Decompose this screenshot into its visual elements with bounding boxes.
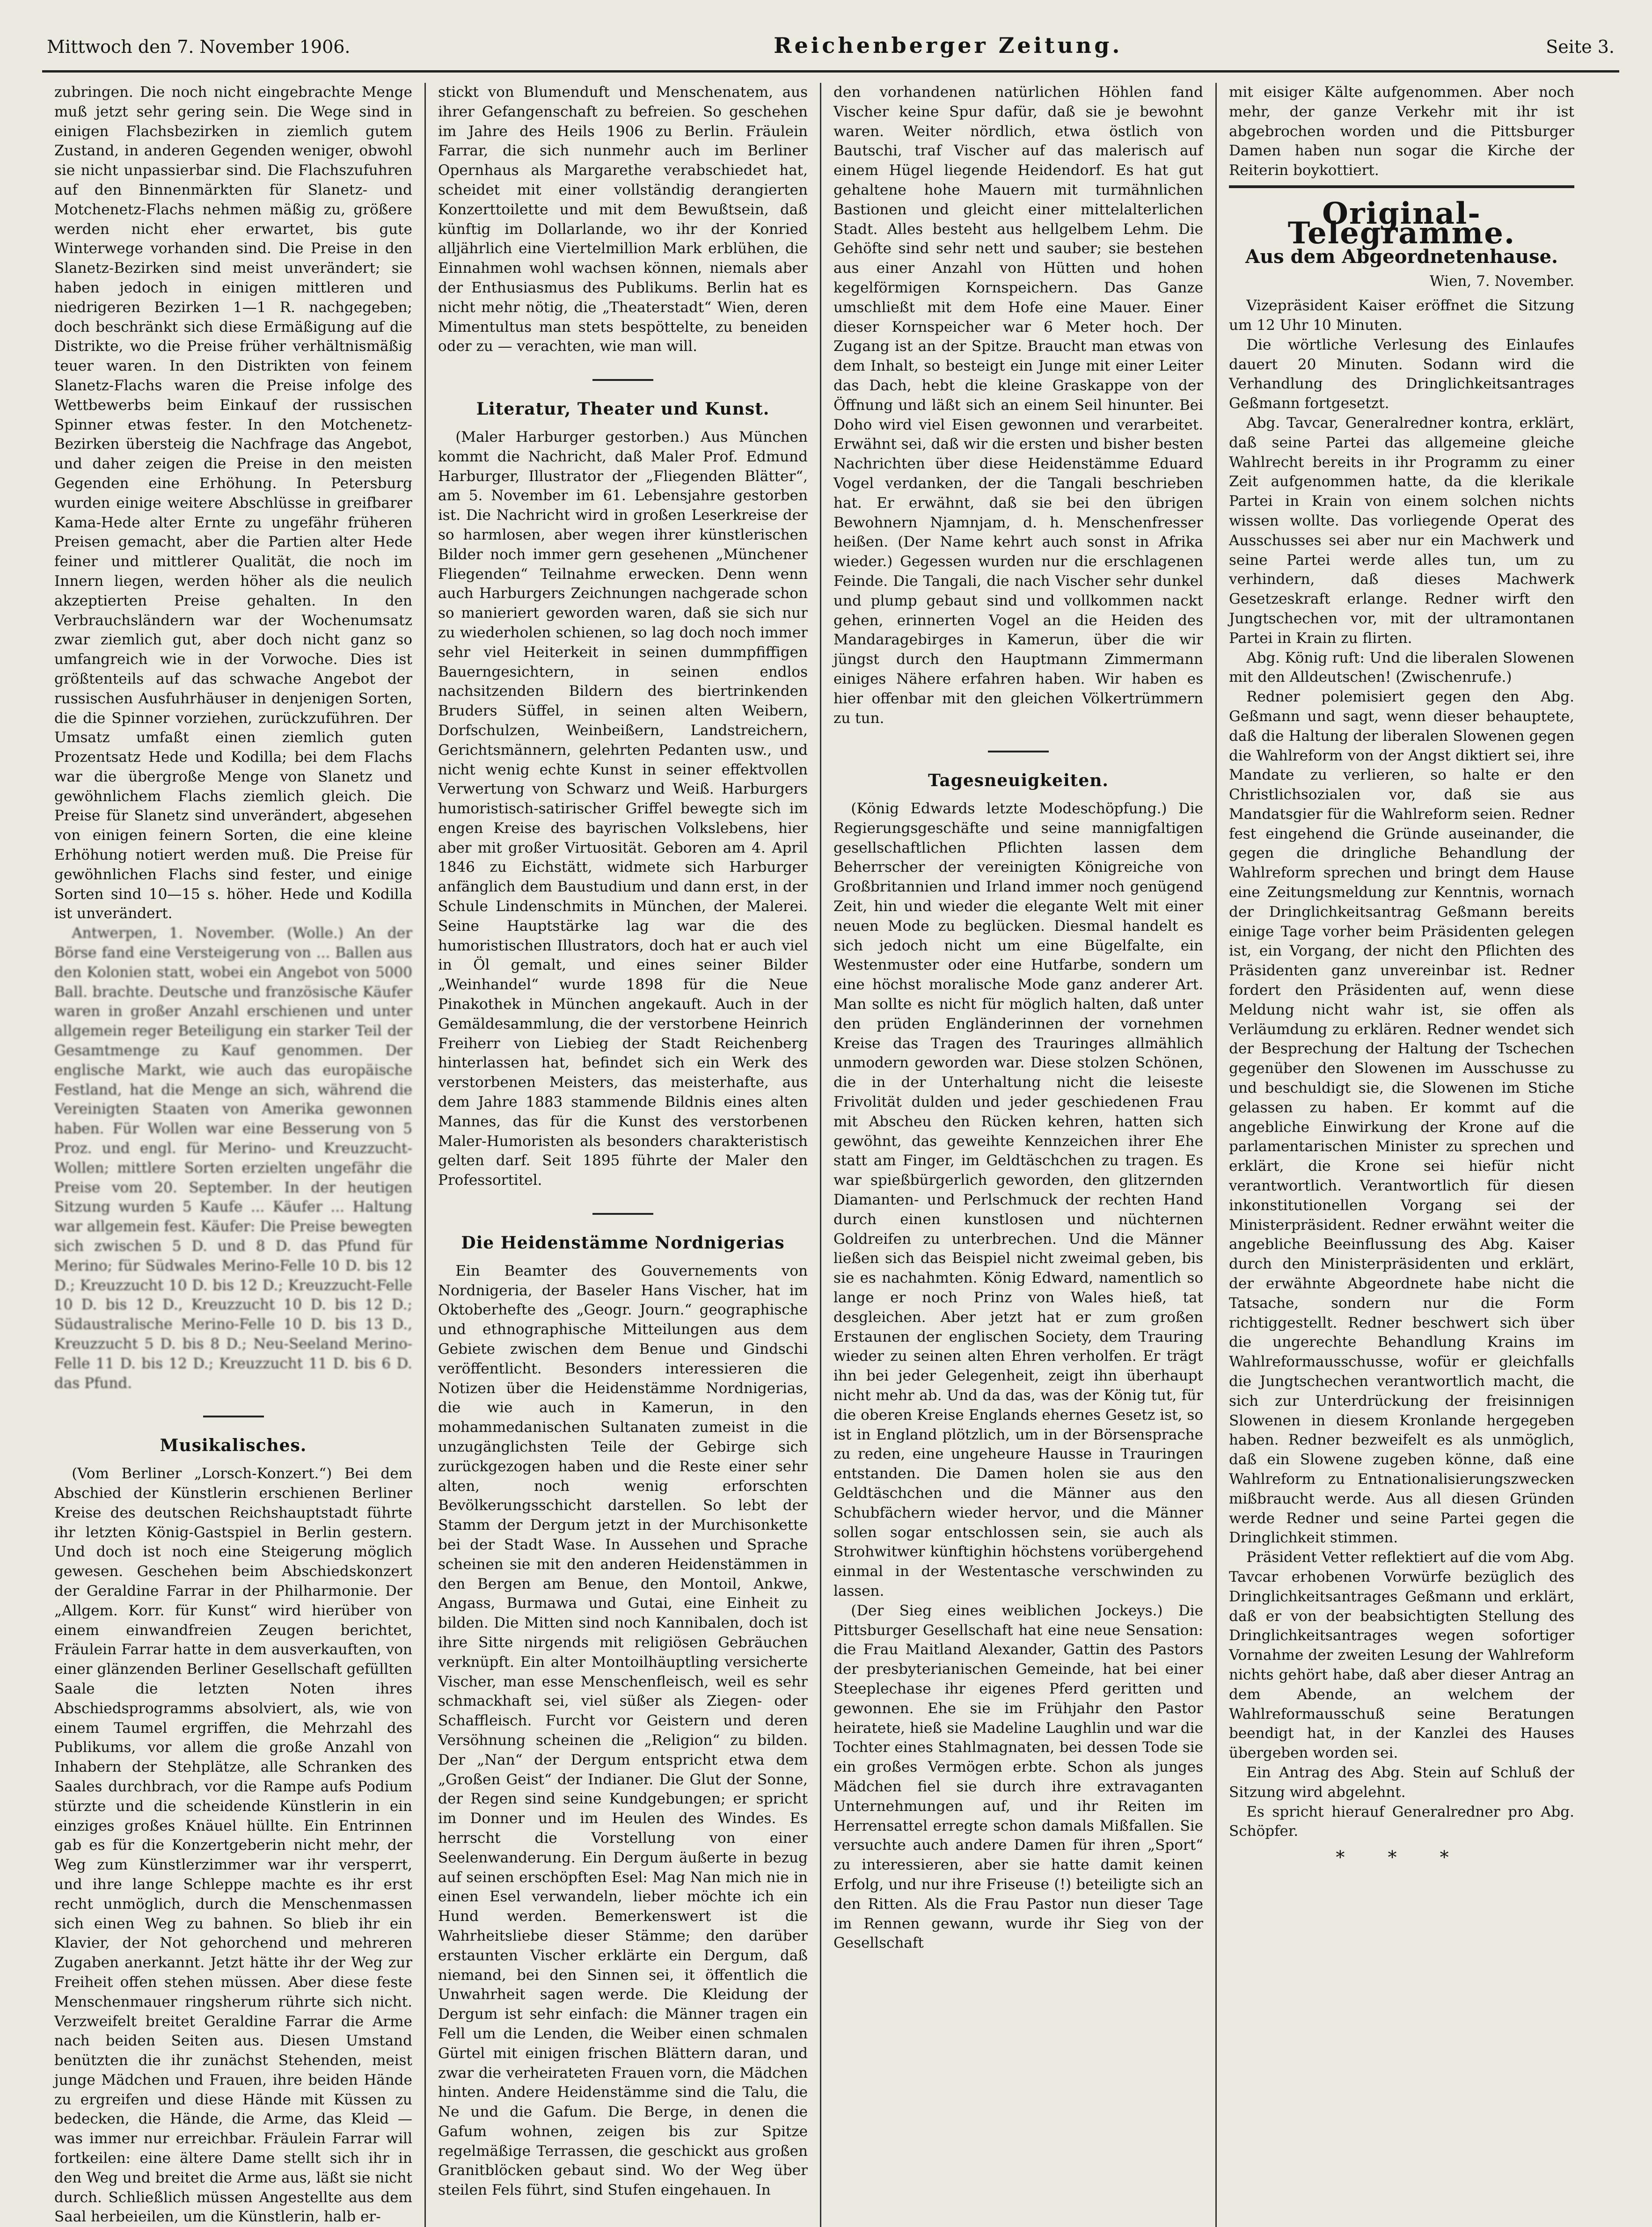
king-edward-article-text: (König Edwards letzte Modeschöpfung.) Die Regierungsgeschäfte und seine mannigfaltigen gesellschaftlichen Pflichten lassen dem Beherrscher der vereinigten Königreiche von Großbritannien und Irland immer noch genügend Zeit, hin und wieder die elegante Welt mit einer neuen Mode zu beglücken. Diesmal handelt es sich jedoch nicht um eine Bügelfalte, ein Westenmuster oder eine Hutfarbe, sondern um eine höchst moralische Mode ganz anderer Art. Man sollte es nicht für möglich halten, daß unter den prüden Engländerinnen der vornehmen Kreise das Tragen des Trauringes allmählich unmodern geworden war. Diese stolzen Schönen, die in der Unterhaltung nicht die leiseste Frivolität dulden und jeder geschiedenen Frau mit Abscheu den Rücken kehren, hatten sich gewöhnt, das geweihte Kennzeichen ihrer Ehe statt am Finger, im Geldtäschchen zu tragen. Es war spießbürgerlich geworden, den glitzernden Diamanten- und Perlschmuck der rechten Hand durch einen kunstlosen und nüchternen Goldreifen zu unterbrechen. Und die Männer ließen sich das Beispiel nicht zweimal geben, bis sie es nachahmten. König Edward, namentlich so lange er noch Prinz von Wales hieß, tat desgleichen. Aber jetzt hat er zum großen Erstaunen der englischen Society, dem Trauring wieder zu seinen alten Ehren verholfen. Er trägt ihn bei jeder Gelegenheit, zeigt ihn überhaupt nicht mehr ab. Und da das, was der König tut, für die oberen Kreise Englands ehernes Gesetz ist, so ist in England plötzlich, um in der Börsensprache zu reden, eine ungeheure Hausse in Trauringen entstanden. Die Damen holen sie aus den Geldtäschchen und die Männer aus den Schubfächern wieder hervor, und die Männer sollen sogar entschlossen sein, sie auch als Strohwitwer künftighin höchstens vorübergehend einmal in der Westentasche verschwinden zu lassen. [833,800,1203,1599]
parliament-text-8: Es spricht hierauf Generalredner pro Abg. Schöpfer. [1229,1803,1574,1840]
section-divider [592,379,653,381]
column-3 [821,83,1217,2227]
newspaper-title: Reichenberger Zeitung. [774,33,1123,58]
parliament-text-6: Präsident Vetter reflektiert auf die vom Abg. Tavcar erhobenen Vorwürfe bezüglich des Dringlichkeitsantrages Geßmann und erklärt, daß er von der beabsichtigten Stellung des Dringlichkeitsantrages wegen sofortiger Vornahme der zweiten Lesung der Wahlreform nichts gehört habe, daß aber dieser Antrag an dem Abende, an welchem der Wahlreformausschuß seine Beratungen beendigt hat, in der Kanzlei des Hauses übergeben worden sei. [1229,1549,1574,1762]
issue-date: Mittwoch den 7. November 1906. [47,37,351,57]
section-divider [203,1416,264,1417]
parliament-text-3: Abg. Tavcar, Generalredner kontra, erklärt, daß seine Partei das allgemeine gleiche Wahlrecht bereits in ihr Programm zu einer Zeit aufgenommen hatte, da die klerikale Partei in Krain von einem solchen nichts wissen wollte. Das vorliegende Operat des Ausschusses sei aber nur ein Machwerk und seine Partei werde alles tun, um zu verhindern, daß dieses Machwerk Gesetzeskraft erlange. Redner wirft den Jungtschechen vor, mit der ultramontanen Partei in Krain zu flirten. [1229,414,1574,647]
telegram-dateline: Wien, 7. November. [1429,273,1574,290]
column-4 [1217,83,1586,2227]
flax-report-text: zubringen. Die noch nicht eingebrachte Menge muß jetzt sehr gering sein. Die Wege sind in einigen Flachsbezirken in ziemlich gutem Zustand, in anderen Gegenden weniger, obwohl sie nicht unpassierbar sind. Die Flachszufuhren auf den Binnenmärkten für Slanetz- und Motchenetz-Flachs nehmen mäßig zu, größere werden nicht eher erwartet, bis gute Winterwege vorhanden sind. Die Preise in den Slanetz-Bezirken sind meist unverändert; sie haben jedoch in einigen mittleren und niedrigeren Bezirken 1—1 R. nachgegeben; doch beschränkt sich diese Ermäßigung auf die Distrikte, wo die Preise früher verhältnismäßig teuer waren. In den Distrikten von feinem Slanetz-Flachs waren die Preise infolge des Wettbewerbs beim Einkauf der russischen Spinner etwas fester. In den Motchenetz-Bezirken übersteig die Nachfrage das Angebot, und daher zeigen die Preise in den meisten Gegenden eine Erhöhung. In Petersburg wurden einige weitere Abschlüsse in greifbarer Kama-Hede alter Ernte zu ungefähr früheren Preisen gemacht, aber die Partien alter Hede feiner und mittlerer Qualität, die noch im Innern liegen, werden höher als die neulich akzeptierten Preise gehalten. In den Verbrauchsländern war der Wochenumsatz zwar ziemlich gut, aber doch nicht ganz so umfangreich wie in der Vorwoche. Dies ist größtenteils auf das schwache Angebot der russischen Ausfuhrhäuser in denjenigen Sorten, die die Spinner vorziehen, zurückzuführen. Der Umsatz umfaßt einen ziemlich guten Prozentsatz Hede und Kodilla; bei dem Flachs war die übergroße Menge von Slanetz und gewöhnlichem Flachs ziemlich gleich. Die Preise für Slanetz sind unverändert, abgesehen von einigen feinern Sorten, die eine kleine Erhöhung notiert werden muß. Die Preise für gewöhnlichen Flachs sind fester, und einige Sorten sind 10—15 s. höher. Hede und Kodilla ist unverändert. [54,84,412,922]
parliament-text-7: Ein Antrag des Abg. Stein auf Schluß der Sitzung wird abgelehnt. [1229,1764,1574,1801]
section-heading-daily-news: Tagesneuigkeiten. [928,771,1109,791]
nigeria-article-continued: den vorhandenen natürlichen Höhlen fand Vischer keine Spur dafür, daß sie je bewohnt waren. Weiter nördlich, etwa östlich von Bautschi, traf Vischer auf das malerisch auf einem Hügel liegende Heidendorf. Es hat gut gehaltene hohe Mauern mit turmähnlichen Bastionen und gleicht einer mittelalterlichen Stadt. Alles besteht aus hellgelbem Lehm. Die Gehöfte sind sehr nett und sauber; sie bestehen aus einer Anzahl von Hütten und hohen kegelförmigen Kornspeichern. Das Ganze umschließt mit dem Hofe eine Mauer. Einer dieser Kornspeicher war 6 Meter hoch. Der Zugang ist an der Spitze. Braucht man etwas von dem Inhalt, so besteigt ein Junge mit einer Leiter das Dach, hebt die kleine Graskappe von der Öffnung und läßt sich an einem Seil hinunter. Bei Doho wird viel Eisen gewonnen und verarbeitet. Erwähnt sei, daß wir die ersten und bisher besten Nachrichten über diese Heidenstämme Eduard Vogel verdanken, der die Tangali beschrieben hat. Er erwähnt, daß sie bei den übrigen Bewohnern Njamnjam, d. h. Menschenfresser heißen. (Der Name kehrt auch sonst in Afrika wieder.) Gegessen wurden nur die erschlagenen Feinde. Die Tangali, die nach Vischer sehr dunkel und plump gebaut sind und vollkommen nackt gehen, erinnerten Vogel an die Heiden des Mandaragebirges in Kamerun, über die wir jüngst durch den Hauptmann Zimmermann einiges Nähere erfahren haben. Wir haben es hier offenbar mit den gleichen Völkertrümmern zu tun. [833,84,1203,727]
masthead [42,33,1619,73]
section-heading-literature: Literatur, Theater und Kunst. [476,399,770,419]
section-divider [592,1213,653,1215]
parliament-text-2: Die wörtliche Verlesung des Einlaufes dauert 20 Minuten. Sodann wird die Verhandlung des Dringlichkeitsantrages Geßmann fortgesetzt. [1229,336,1574,412]
section-heading-nigeria: Die Heidenstämme Nordnigerias [461,1233,785,1253]
column-2 [426,83,821,2227]
parliament-text-5: Redner polemisiert gegen den Abg. Geßmann und sagt, wenn dieser behauptete, daß die Haltung der liberalen Slowenen gegen die Wahlreform von der Angst diktiert sei, ihre Mandate zu verlieren, so halte er den Christlichsozialen vor, daß sie aus Mandatsgier für die Wahlreform seien. Redner fest eingehend die Gründe auseinander, die gegen die dringliche Behandlung der Wahlreform sprechen und bringt dem Hause eine Zeitungsmeldung zur Kenntnis, wornach der Dringlichkeitsantrag Geßmann bereits einige Tage vorher beim Präsidenten gelegen ist, ein Vorgang, der nicht den Pflichten des Präsidenten ganz unvereinbar ist. Redner fordert den Präsidenten auf, wenn diese Meldung nicht wahr ist, sie offen als Verläumdung zu erklären. Redner wendet sich der Besprechung der Haltung der Tschechen gegenüber den Slowenen im Ausschusse zu und beschuldigt sie, die Slowenen im Stiche gelassen zu haben. Er kommt auf die angebliche Einwirkung der Krone auf die parlamentarischen Minister zu sprechen und erklärt, die Krone sei hiefür nicht verantwortlich. Verantwortlich für diesen inkonstitutionellen Vorgang sei der Ministerpräsident. Redner erwähnt weiter die angebliche Beeinflussung des Abg. Kaiser durch den Ministerpräsidenten und erklärt, der erwähnte Abgeordnete habe nicht die Tatsache, sondern nur die Form richtiggestellt. Redner beschwert sich über die ungerechte Behandlung Krains im Wahlreformausschusse, wofür er gleichfalls die Jungtschechen verantwortlich macht, die sich zur Unterdrückung der freisinnigen Slowenen in diesem Kronlande hergegeben haben. Redner bezweifelt es als unmöglich, daß ein Slowene zugeben könne, daß eine Wahlreform zu Entnationalisierungszwecken mißbraucht werde. Aus all diesen Gründen werde Redner und seine Partei gegen die Dringlichkeit stimmen. [1229,688,1574,1547]
jockey-article-text: (Der Sieg eines weiblichen Jockeys.) Die Pittsburger Gesellschaft hat eine neue Sensation: die Frau Maitland Alexander, Gattin des Pastors der presbyterianischen Gemeinde, hat bei einer Steeplechase ihr eigenes Pferd geritten und gewonnen. Ehe sie im Frühjahr den Pastor heiratete, hieß sie Madeline Laughlin und war die Tochter eines Stahlmagnaten, bei dessen Tode sie ein großes Vermögen erbte. Schon als junges Mädchen fiel sie durch ihre extravaganten Unternehmungen auf, und ihr Reiten im Herrensattel erregte schon damals Mißfallen. Sie versuchte auch andere Damen für ihren „Sport“ zu interessieren, aber sie hatte damit keinen Erfolg, und nur ihre Friseuse (!) beteiligte sich an den Ritten. Als die Frau Pastor nun dieser Tage im Rennen gewann, wurde ihr Sieg von der Gesellschaft [833,1602,1203,1952]
parliament-text-1: Vizepräsident Kaiser eröffnet die Sitzung um 12 Uhr 10 Minuten. [1229,297,1574,334]
nigeria-article-text: Ein Beamter des Gouvernements von Nordnigeria, der Baseler Hans Vischer, hat im Oktoberhefte des „Geogr. Journ.“ geographische und ethnographische Mitteilungen aus dem Gebiete zwischen dem Benue und Gindschi veröffentlicht. Besonders interessieren die Notizen über die Heidenstämme Nordnigerias, die wie auch in Kamerun, in den mohammedanischen Sultanaten zumeist in die unzugänglichsten Teile der Gebirge sich zurückgezogen haben und die Reste einer sehr alten, noch wenig erforschten Bevölkerungsschicht darstellen. So lebt der Stamm der Dergum jetzt in der Murchisonkette bei der Stadt Wase. In Aussehen und Sprache scheinen sie mit den anderen Heidenstämmen in den Bergen am Benue, den Montoil, Ankwe, Angass, Burmawa und Gutai, eine Einheit zu bilden. Die Mitten sind noch Kannibalen, doch ist ihre Sitte nirgends mit religiösen Gebräuchen verknüpft. Ein alter Montoilhäuptling versicherte Vischer, man esse Menschenfleisch, weil es sehr schmackhaft sei, viel süßer als Ziegen- oder Schaffleisch. Furcht vor Geistern und deren Versöhnung scheinen die „Religion“ zu bilden. Der „Nan“ der Dergum entspricht etwa dem „Großen Geist“ der Indianer. Die Glut der Sonne, der Regen sind seine Kundgebungen; er spricht im Donner und im Heulen des Windes. Es herrscht die Vorstellung von einer Seelenwanderung. Ein Dergum äußerte in bezug auf seinen erschöpften Esel: Mag Nan mich nie in einen Esel verwandeln, lieber möchte ich ein Hund werden. Bemerkenswert ist die Wahrheitsliebe dieser Stämme; den darüber erstaunten Vischer erklärte ein Dergum, daß niemand, bei den Sinnen sei, it öffentlich die Unwahrheit sagen werde. Die Kleidung der Dergum ist sehr einfach: die Männer tragen ein Fell um die Lenden, die Weiber einen schmalen Gürtel mit einigen frischen Blättern daran, und zwar die verheirateten Frauen vorn, die Mädchen hinten. Andere Heidenstämme sind die Talu, die Ne und die Gafum. Die Berge, in denen die Gafum wohnen, zeigen bis zur Spitze regelmäßige Terrassen, die geschickt aus großen Granitblöcken gebaut sind. Wo der Weg über steilen Fels führt, sind Stufen eingehauen. In [438,1262,808,2199]
section-heading-music: Musikalisches. [160,1436,307,1456]
columns [42,83,1619,2226]
end-stars: * * * [1336,1847,1468,1868]
section-divider [988,751,1049,752]
section-heading-telegrams: Original-Telegramme. [1287,196,1516,251]
jockey-article-continued: mit eisiger Kälte aufgenommen. Aber noch mehr, der ganze Verkehr mit ihr ist abgebrochen worden und die Pittsburger Damen haben nun sogar die Kirche der Reiterin boykottiert. [1229,84,1574,179]
column-1 [42,83,426,2227]
parliament-text-4: Abg. König ruft: Und die liberalen Slowenen mit den Alldeutschen! (Zwischenrufe.) [1229,649,1574,686]
farrar-article-continued: stickt von Blumenduft und Menschenatem, aus ihrer Gefangenschaft zu befreien. So geschehen im Jahre des Heils 1906 zu Berlin. Fräulein Farrar, die sich nunmehr auch im Berliner Opernhaus als Margarethe verabschiedet hat, scheidet mit einer vollständig derangierten Konzerttoilette und mit dem Bewußtsein, daß künftig im Dollarlande, wo ihr der Konried alljährlich eine Viertelmillion Mark erblühen, die Einnahmen wohl wachsen können, niemals aber der Enthusiasmus des Publikums. Berlin hat es nicht mehr nötig, die „Theaterstadt“ Wien, deren Mimentultus man stets bespöttelte, zu beneiden oder zu — verachten, wie man will. [438,84,808,355]
farrar-article-text: (Vom Berliner „Lorsch-Konzert.“) Bei dem Abschied der Künstlerin erschienen Berliner Kreise des deutschen Reichshauptstadt führte ihr letzten König-Gastspiel in Berlin gestern. Und doch ist noch eine Steigerung möglich gewesen. Geschehen beim Abschiedskonzert der Geraldine Farrar in der Philharmonie. Der „Allgem. Korr. für Kunst“ wird hierüber von einem einwandfreien Zeugen berichtet, Fräulein Farrar hatte in dem ausverkauften, von einer glänzenden Berliner Gesellschaft gefüllten Saale die letzten Noten ihres Abschiedsprogramms absolviert, als, wie von einem Taumel ergriffen, die Mehrzahl des Publikums, vor allem die große Anzahl von Inhabern der Stehplätze, alle Schranken des Saales durchbrach, vor die Rampe aufs Podium stürzte und die scheidende Künstlerin in ein einziges großes Knäuel hüllte. Ein Entrinnen gab es für die Konzertgeberin nicht mehr, der Weg zum Künstlerzimmer war ihr versperrt, und ihre lange Schleppe machte es ihr erst recht unmöglich, durch die Menschenmassen sich einen Weg zu bahnen. So blieb ihr ein Klavier, der Not gehorchend und mehreren Zugaben anerkannt. Jetzt hätte ihr der Weg zur Freiheit offen stehen müssen. Aber diese feste Menschenmauer ringsherum rührte sich nicht. Verzweifelt breitet Geraldine Farrar die Arme nach beiden Seiten aus. Diesen Umstand benützten die ihr zunächst Stehenden, meist junge Mädchen und Frauen, ihre beiden Hände zu ergreifen und diese Hände mit Küssen zu bedecken, die Hände, die Arme, das Kleid — was immer nur erreichbar. Fräulein Farrar will fortkeilen: eine ältere Dame stellt sich ihr in den Weg und breitet die Arme aus, läßt sie nicht durch. Schließlich müssen Angestellte aus dem Saal herbeieilen, um die Künstlerin, halb er- [54,1465,412,2226]
section-divider-heavy [1229,185,1574,188]
wool-report-text: Antwerpen, 1. November. (Wolle.) An der Börse fand eine Versteigerung von ... Ballen aus den Kolonien statt, wobei ein Angebot von 5000 Ball. brachte. Deutsche und französische Käufer waren in großer Anzahl erschienen und unter allgemein reger Beteiligung ein starker Teil der Gesamtmenge zu Kauf genommen. Der englische Markt, wie auch das europäische Festland, hat die Menge an sich, während die Vereinigten Staaten von Amerika gewonnen haben. Für Wollen war eine Besserung von 5 Proz. und engl. für Merino- und Kreuzzucht-Wollen; mittlere Sorten erzielten ungefähr die Preise vom 20. September. In der heutigen Sitzung wurden 5 Kaufe ... Käufer ... Haltung war allgemein fest. Käufer: Die Preise bewegten sich zwischen 5 D. und 8 D. das Pfund für Merino; für Südwales Merino-Felle 10 D. bis 12 D.; Kreuzzucht 10 D. bis 12 D.; Kreuzzucht-Felle 10 D. bis 12 D., Kreuzzucht 10 D. bis 12 D.; Südaustralische Merino-Felle 10 D. bis 13 D., Kreuzzucht 5 D. bis 8 D.; Neu-Seeland Merino-Felle 11 D. bis 12 D.; Kreuzzucht 11 D. bis 6 D. das Pfund. [54,925,412,1392]
section-subheading-parliament: Aus dem Abgeordnetenhause. [1245,245,1558,268]
page-number: Seite 3. [1546,37,1615,57]
harburger-article-text: (Maler Harburger gestorben.) Aus München kommt die Nachricht, daß Maler Prof. Edmund Harburger, Illustrator der „Fliegenden Blätter“, am 5. November im 61. Lebensjahre gestorben ist. Die Nachricht wird in großen Leserkreise der so harmlosen, aber wegen ihrer künstlerischen Bilder noch immer gern gesehenen „Münchener Fliegenden“ Teilnahme erwecken. Denn wenn auch Harburgers Zeichnungen nachgerade schon so manieriert geworden waren, daß sie sich nur zu wiederholen schienen, so lag doch noch immer sehr viel Heiterkeit in seinen dummpfiffigen Bauerngesichtern, in seinen endlos nachsitzenden Bildern des biertrinkenden Bruders Süffel, in seinen alten Weibern, Dorfschulzen, Weinbeißern, Landstreichern, Gerichtsmännern, gelehrten Pedanten usw., und nicht wenig echte Kunst in seiner effektvollen Verwertung von Schwarz und Weiß. Harburgers humoristisch-satirischer Griffel bewegte sich im engen Kreise des bayrischen Volkslebens, hier aber mit großer Virtuosität. Geboren am 4. April 1846 zu Eichstätt, widmete sich Harburger anfänglich dem Baustudium und dann erst, in der Schule Lindenschmits in München, der Malerei. Seine Hauptstärke lag war die des humoristischen Illustrators, doch hat er auch viel in Öl gemalt, und eines seiner Bilder „Weinhandel“ wurde 1898 für die Neue Pinakothek in München angekauft. Auch in der Gemäldesammlung, die der verstorbene Heinrich Freiherr von Liebieg der Stadt Reichenberg hinterlassen hat, befindet sich ein Werk des verstorbenen Meisters, das meisterhafte, aus dem Jahre 1883 stammende Bildnis eines alten Mannes, das für die Kunst des verstorbenen Maler-Humoristen als besonders charakteristisch gelten darf. Seit 1895 führte der Maler den Professortitel. [438,428,808,1189]
